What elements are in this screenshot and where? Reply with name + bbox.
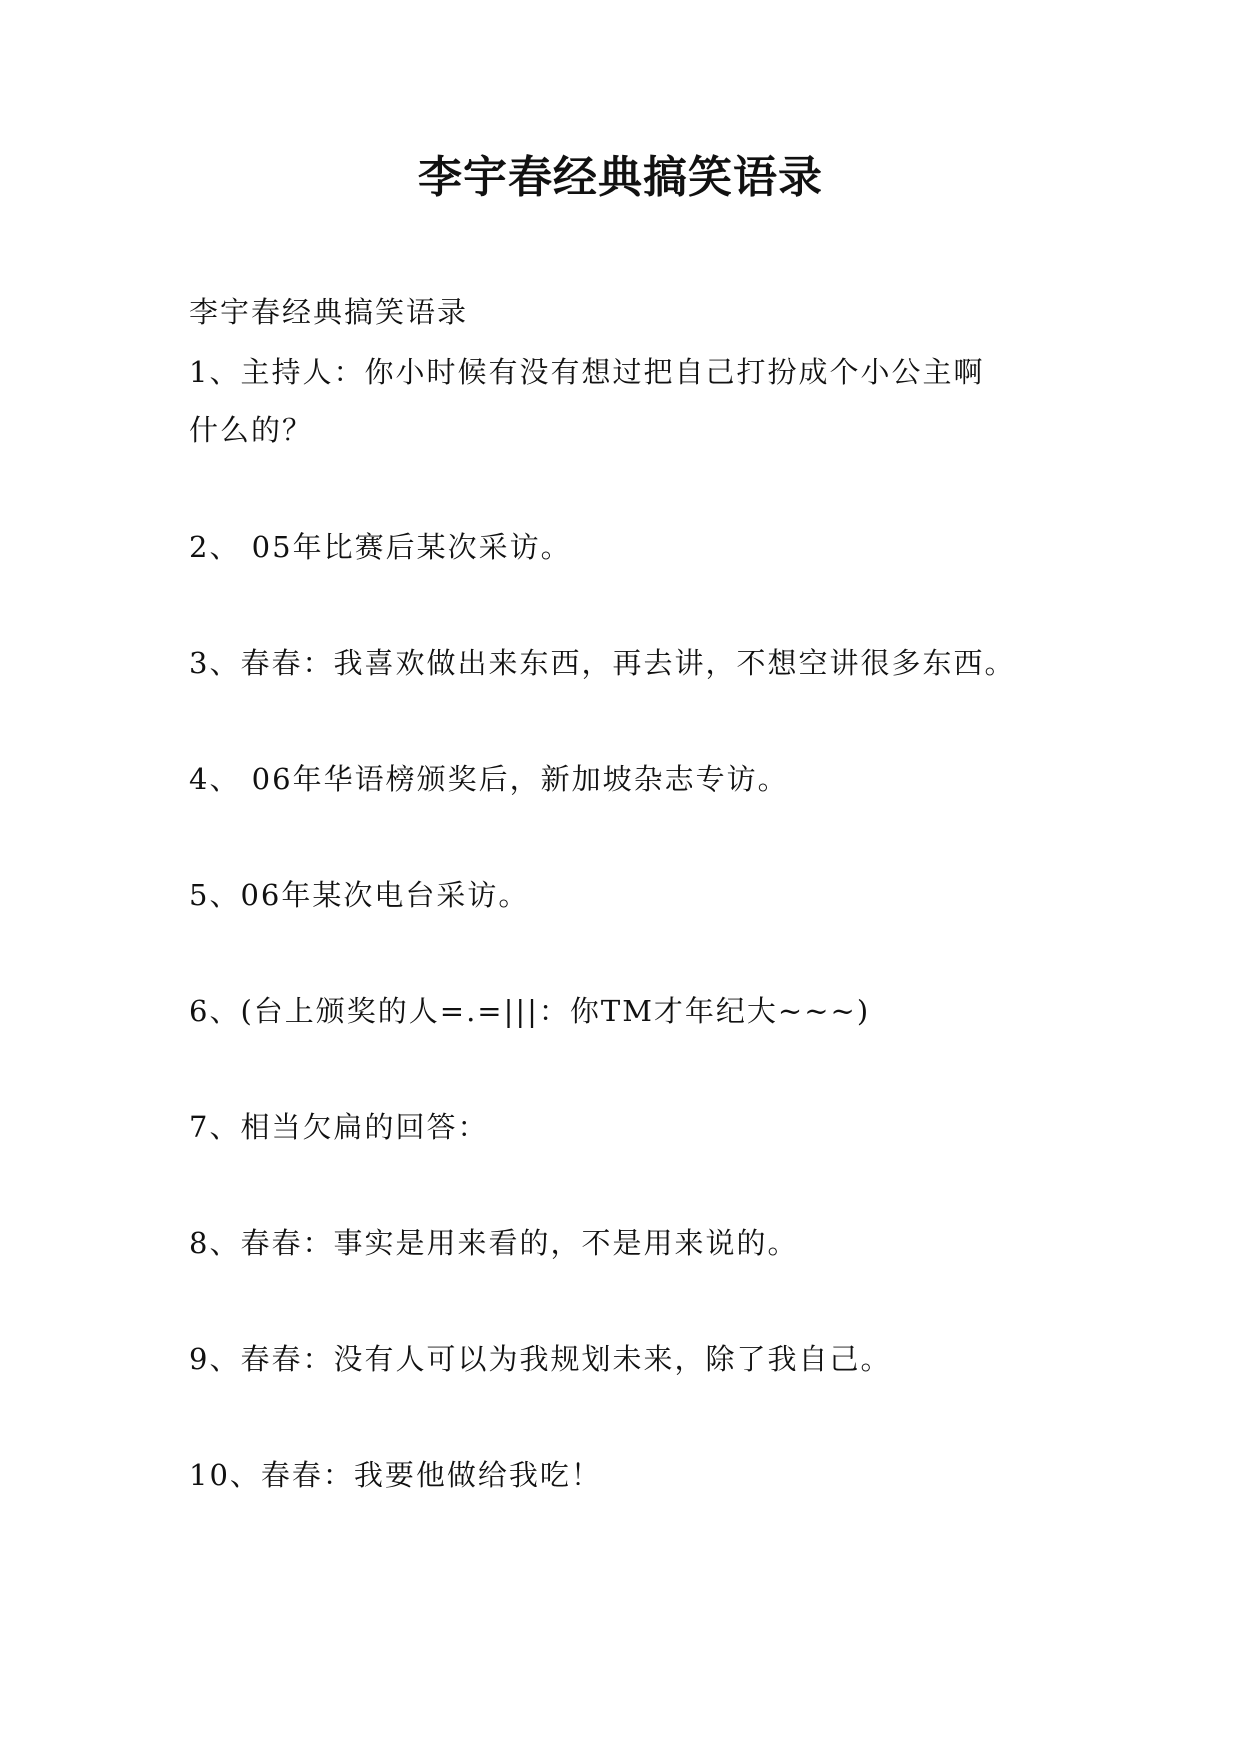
body-line: 9、春春：没有人可以为我规划未来，除了我自己。 bbox=[189, 1342, 892, 1376]
body-line: 7、相当欠扁的回答： bbox=[189, 1110, 489, 1144]
body-line: 8、春春：事实是用来看的，不是用来说的。 bbox=[189, 1226, 799, 1260]
body-line: 4、 06年华语榜颁奖后，新加坡杂志专访。 bbox=[189, 762, 789, 796]
body-line: 3、春春：我喜欢做出来东西，再去讲，不想空讲很多东西。 bbox=[189, 646, 1016, 680]
body-line: 10、春春：我要他做给我吃！ bbox=[189, 1458, 602, 1492]
body-line: 6、(台上颁奖的人=.=|||：你TM才年纪大~~~) bbox=[189, 994, 871, 1028]
body-line: 什么的？ bbox=[189, 413, 314, 447]
body-line: 5、06年某次电台采访。 bbox=[189, 878, 530, 912]
body-line: 1、主持人：你小时候有没有想过把自己打扮成个小公主啊 bbox=[189, 355, 985, 389]
intro-line: 李宇春经典搞笑语录 bbox=[189, 295, 469, 329]
page-title: 李宇春经典搞笑语录 bbox=[418, 152, 823, 203]
body-line: 2、 05年比赛后某次采访。 bbox=[189, 530, 572, 564]
